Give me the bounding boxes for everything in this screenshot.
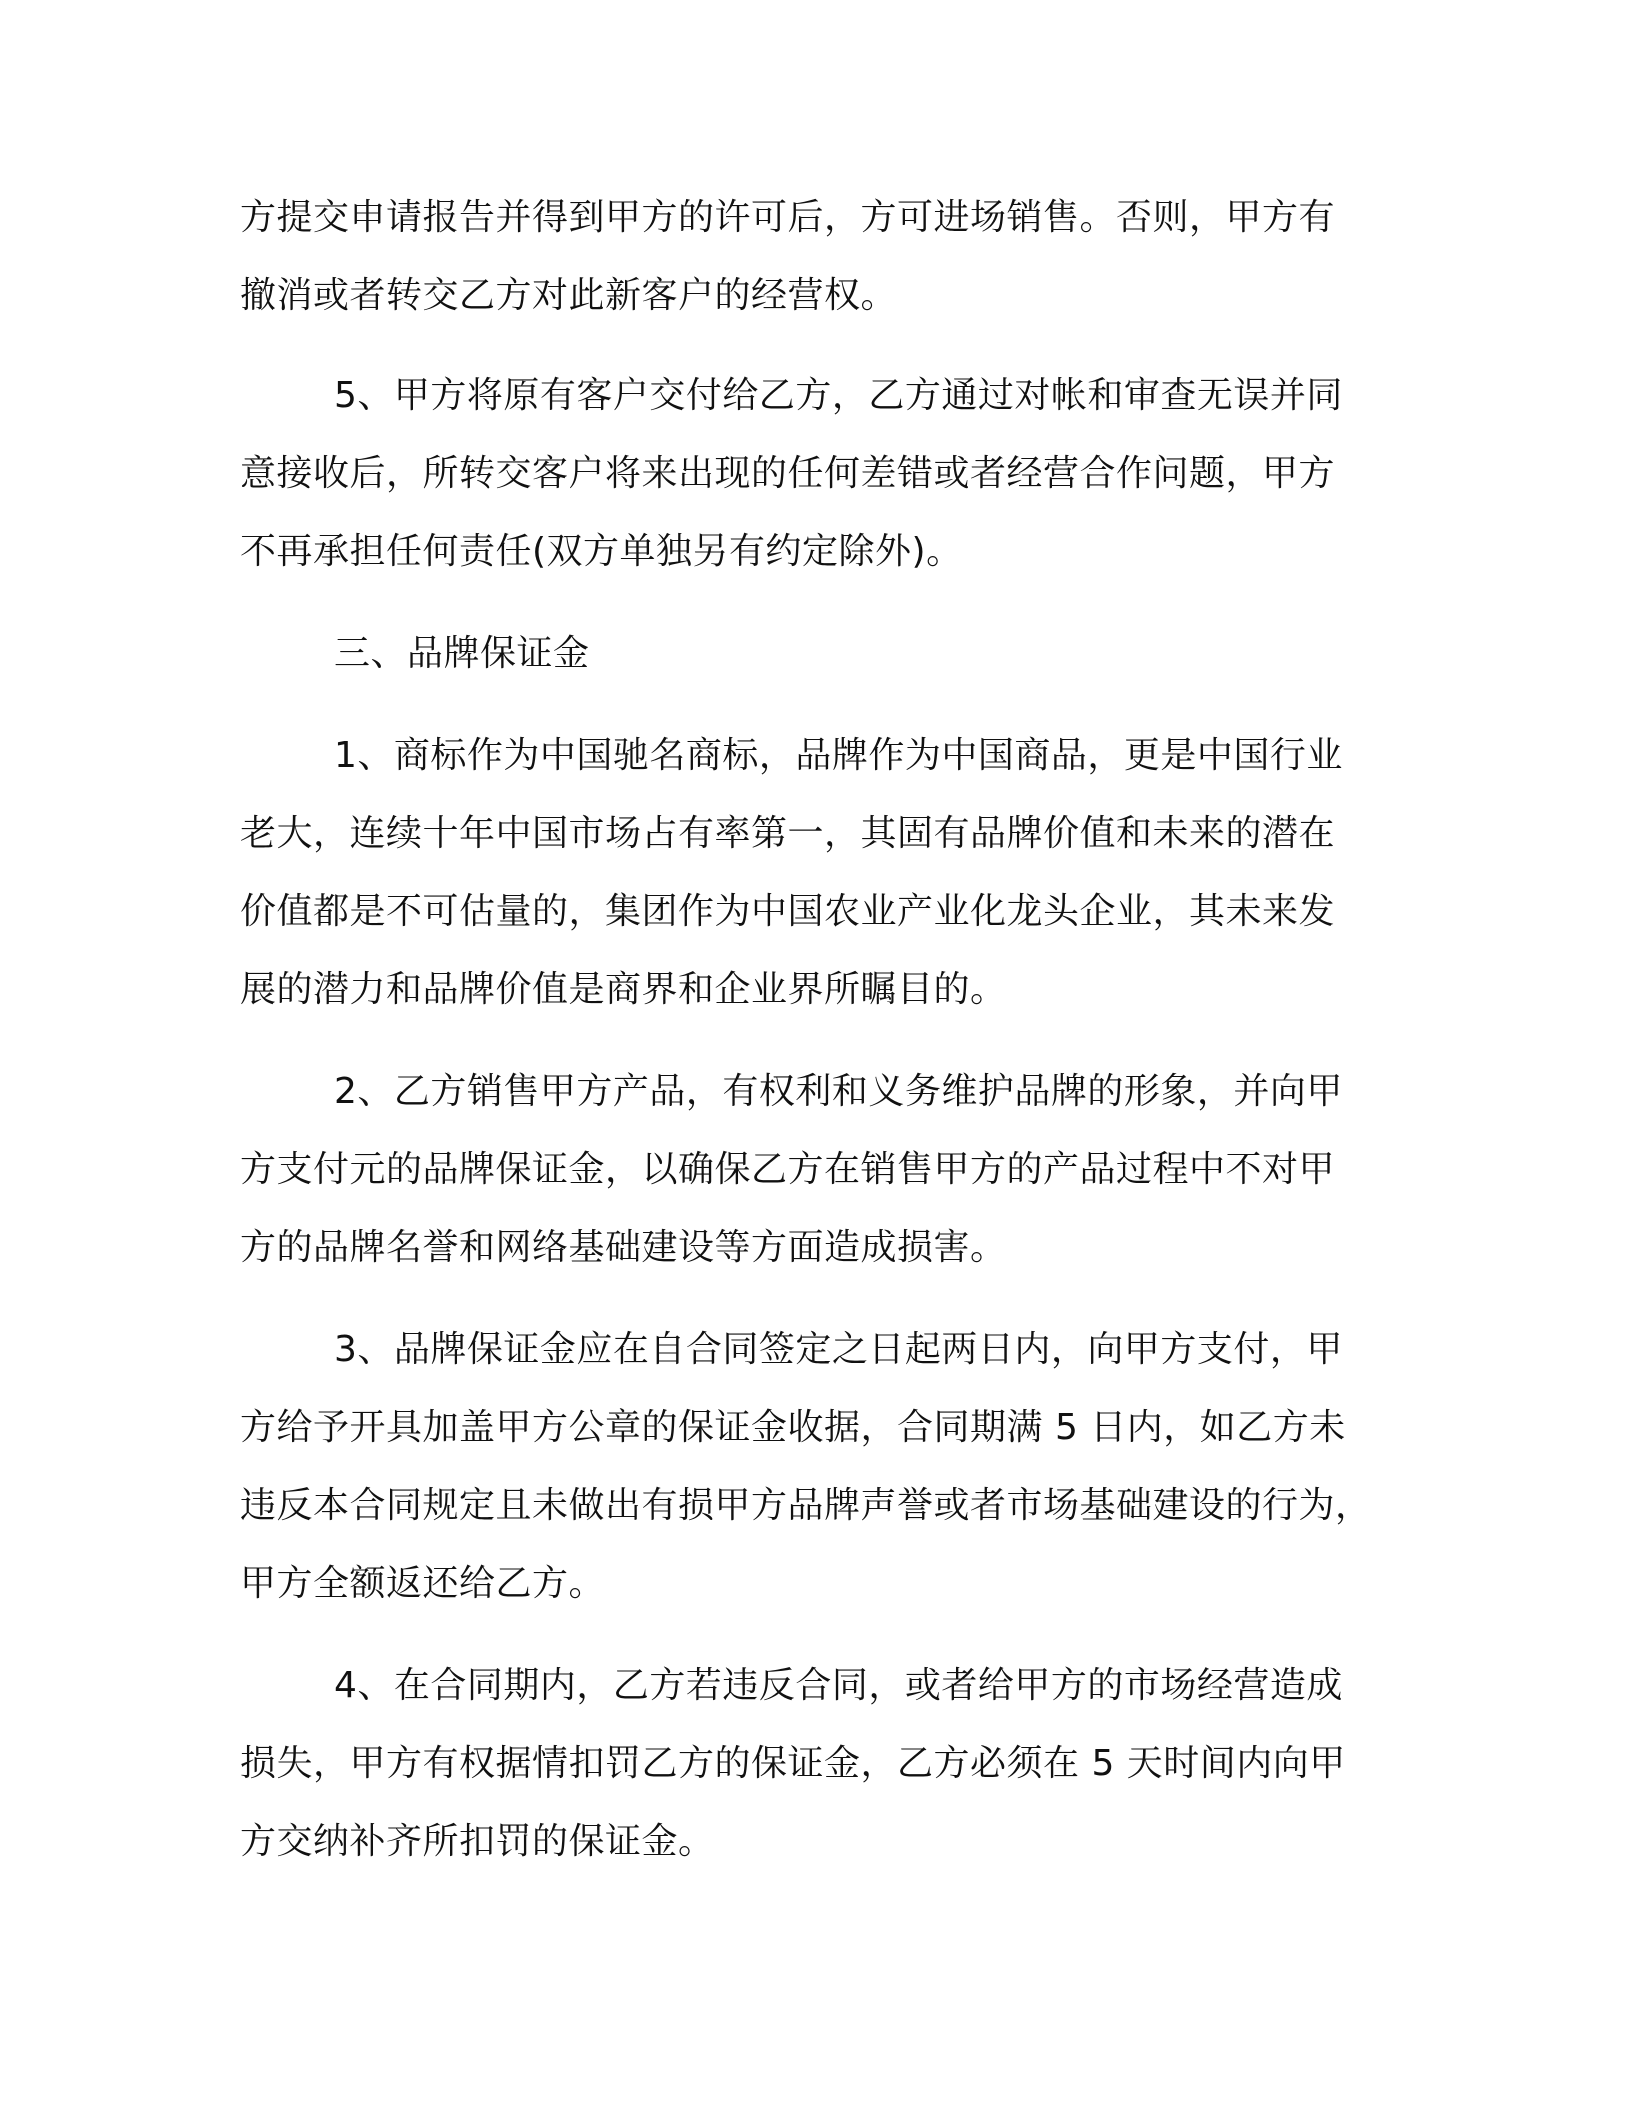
text-line: 不再承担任何责任(双方单独另有约定除外)。	[240, 531, 963, 572]
text-line: 方提交申请报告并得到甲方的许可后，方可进场销售。否则，甲方有	[240, 197, 1336, 238]
text-line: 方交纳补齐所扣罚的保证金。	[240, 1821, 715, 1862]
text-line: 1、商标作为中国驰名商标，品牌作为中国商品，更是中国行业	[334, 735, 1343, 776]
text-line: 价值都是不可估量的，集团作为中国农业产业化龙头企业，其未来发	[240, 891, 1336, 932]
text-line: 老大，连续十年中国市场占有率第一，其固有品牌价值和未来的潜在	[240, 813, 1336, 854]
text-line: 违反本合同规定且未做出有损甲方品牌声誉或者市场基础建设的行为，	[240, 1485, 1372, 1526]
text-line: 意接收后，所转交客户将来出现的任何差错或者经营合作问题，甲方	[240, 453, 1336, 494]
text-line: 方支付元的品牌保证金，以确保乙方在销售甲方的产品过程中不对甲	[240, 1149, 1336, 1190]
text-line: 甲方全额返还给乙方。	[240, 1563, 606, 1604]
text-line: 方给予开具加盖甲方公章的保证金收据，合同期满 5 日内，如乙方未	[240, 1407, 1346, 1448]
text-line: 4、在合同期内，乙方若违反合同，或者给甲方的市场经营造成	[334, 1665, 1343, 1706]
text-line: 方的品牌名誉和网络基础建设等方面造成损害。	[240, 1227, 1007, 1268]
text-line: 展的潜力和品牌价值是商界和企业界所瞩目的。	[240, 969, 1007, 1010]
text-line: 2、乙方销售甲方产品，有权利和义务维护品牌的形象，并向甲	[334, 1071, 1343, 1112]
section-heading: 三、品牌保证金	[334, 633, 590, 674]
text-line: 撤消或者转交乙方对此新客户的经营权。	[240, 275, 898, 316]
text-line: 5、甲方将原有客户交付给乙方，乙方通过对帐和审查无误并同	[334, 375, 1343, 416]
text-line: 3、品牌保证金应在自合同签定之日起两日内，向甲方支付，甲	[334, 1329, 1343, 1370]
text-line: 损失，甲方有权据情扣罚乙方的保证金，乙方必须在 5 天时间内向甲	[240, 1743, 1346, 1784]
